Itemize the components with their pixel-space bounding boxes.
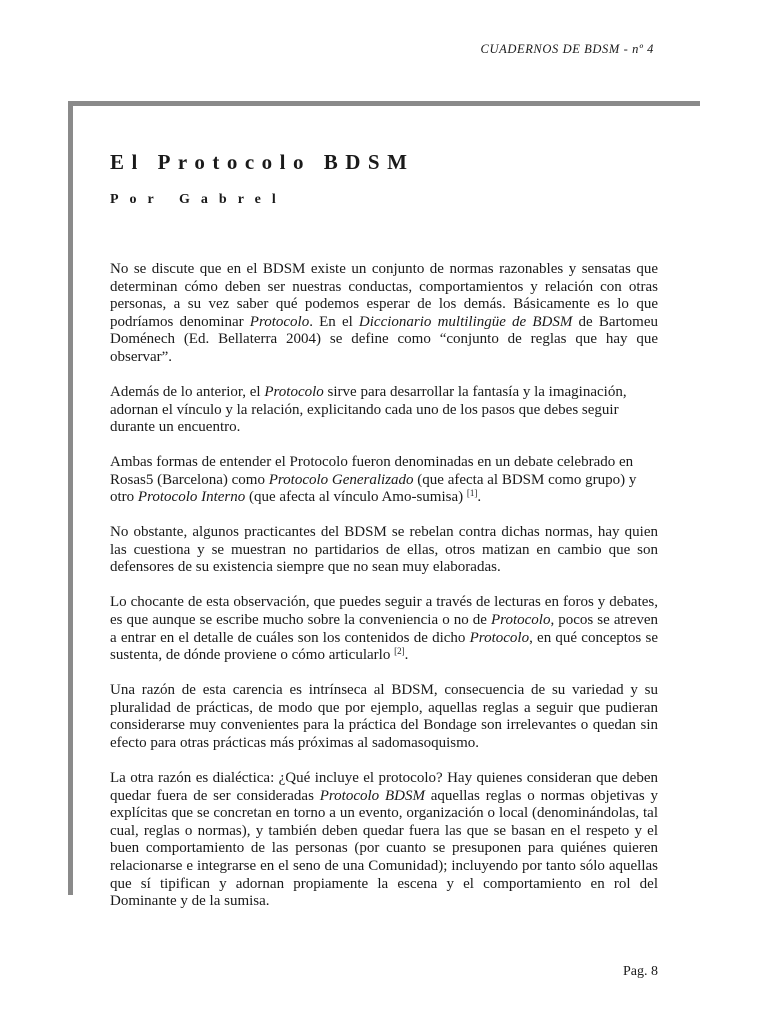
text-segment: . En el — [309, 313, 359, 330]
paragraph-2 — [110, 384, 658, 437]
text-segment: Protocolo Generalizado — [268, 471, 414, 488]
text-segment: Protocolo BDSM — [319, 787, 425, 804]
text-segment: Protocolo — [249, 313, 310, 330]
paragraph-3 — [110, 454, 658, 507]
text-segment: . — [477, 489, 482, 506]
text-segment: Lo chocante de esta observación, que puedes seguir a través de lecturas en foros y debates, es que aunque se escribe mucho sobre la conveniencia o no de — [110, 594, 658, 629]
article-title: El Protocolo BDSM — [110, 150, 415, 174]
text-segment: , pocos se atreven a entrar en el detalle de cuáles son los contenidos de dicho — [110, 612, 658, 646]
paragraph-6 — [110, 682, 658, 752]
text-segment: aquellas reglas o normas objetivas y explícitas que se concretan en torno a un evento, organización o local (denominándolas, tal cual, reglas o normas), y también deben quedar fuera las que se basan en el respeto y el buen comportamiento de las personas (por cuanto se presuponen para quiénes quieren relacionarse e integrarse en el seno de una Comunidad); incluyendo por tanto sólo aquellas que sí tipifican y adornan propiamente la escena y el comportamiento en rol del Dominante y de la sumisa. — [110, 787, 659, 910]
text-segment: (que afecta al BDSM como grupo) y otro — [110, 471, 637, 506]
frame-top-border — [68, 101, 700, 106]
text-segment: No obstante, algunos practicantes del BDSM se rebelan contra dichas normas, hay quien las cuestiona y se muestran no partidarios de ellas, otros matizan en cambio que son defensores de su existencia siempre que no sean muy elaboradas. — [110, 524, 658, 576]
text-segment: Ambas formas de entender el Protocolo fueron denominadas en un debate celebrado en Rosas5 (Barcelona) como — [110, 454, 634, 488]
paragraph-4 — [110, 524, 658, 577]
paragraph-7 — [110, 770, 658, 911]
text-segment: Diccionario multilingüe de BDSM — [358, 313, 573, 330]
footnote-ref-2[interactable]: [2] — [394, 646, 405, 657]
article-author: Por Gabrel — [110, 192, 287, 207]
text-segment: Una razón de esta carencia es intrínseca al BDSM, consecuencia de su variedad y su pluralidad de prácticas, de modo que por ejemplo, aquellas reglas a seguir que pudieran considerarse muy convenientes para la práctica del Bondage son irrelevantes o quedan sin efecto para otras prácticas más próximas al sadomasoquismo. — [110, 682, 658, 752]
article-body — [110, 261, 658, 928]
paragraph-1 — [110, 261, 658, 367]
text-segment: La otra razón es dialéctica: ¿Qué incluye el protocolo? Hay quienes consideran que deben quedar fuera de ser consideradas — [110, 770, 658, 804]
text-segment: Protocolo — [469, 629, 530, 646]
text-segment: sirve para desarrollar la fantasía y la imaginación, adornan el vínculo y la relación, explicitando cada uno de los pasos que debes seguir durante un encuentro. — [110, 383, 627, 436]
text-segment: , en qué conceptos se sustenta, de dónde proviene o cómo articularlo — [110, 629, 658, 664]
frame-left-border — [68, 101, 73, 895]
paragraph-5 — [110, 594, 658, 664]
text-segment: Protocolo — [264, 383, 324, 400]
running-header: CUADERNOS DE BDSM - nº 4 — [480, 42, 654, 56]
text-segment: de Bartomeu Doménech (Ed. Bellaterra 2004) se define como “conjunto de reglas que hay que observar”. — [110, 313, 658, 365]
text-segment: Protocolo — [491, 612, 551, 629]
text-segment: No se discute que en el BDSM existe un conjunto de normas razonables y sensatas que determinan cómo deben ser nuestras conductas, comportamientos y relación con otras personas, a su vez saber qué podemos esperar de los demás. Básicamente es lo que podríamos denominar — [110, 261, 658, 330]
text-segment: . — [404, 647, 409, 664]
text-segment: (que afecta al vínculo Amo-sumisa) — [245, 489, 467, 506]
footnote-ref-1[interactable]: [1] — [466, 488, 478, 499]
page-number: Pag. 8 — [623, 964, 658, 979]
text-segment: Protocolo Interno — [137, 489, 246, 506]
text-segment: Además de lo anterior, el — [110, 383, 265, 400]
